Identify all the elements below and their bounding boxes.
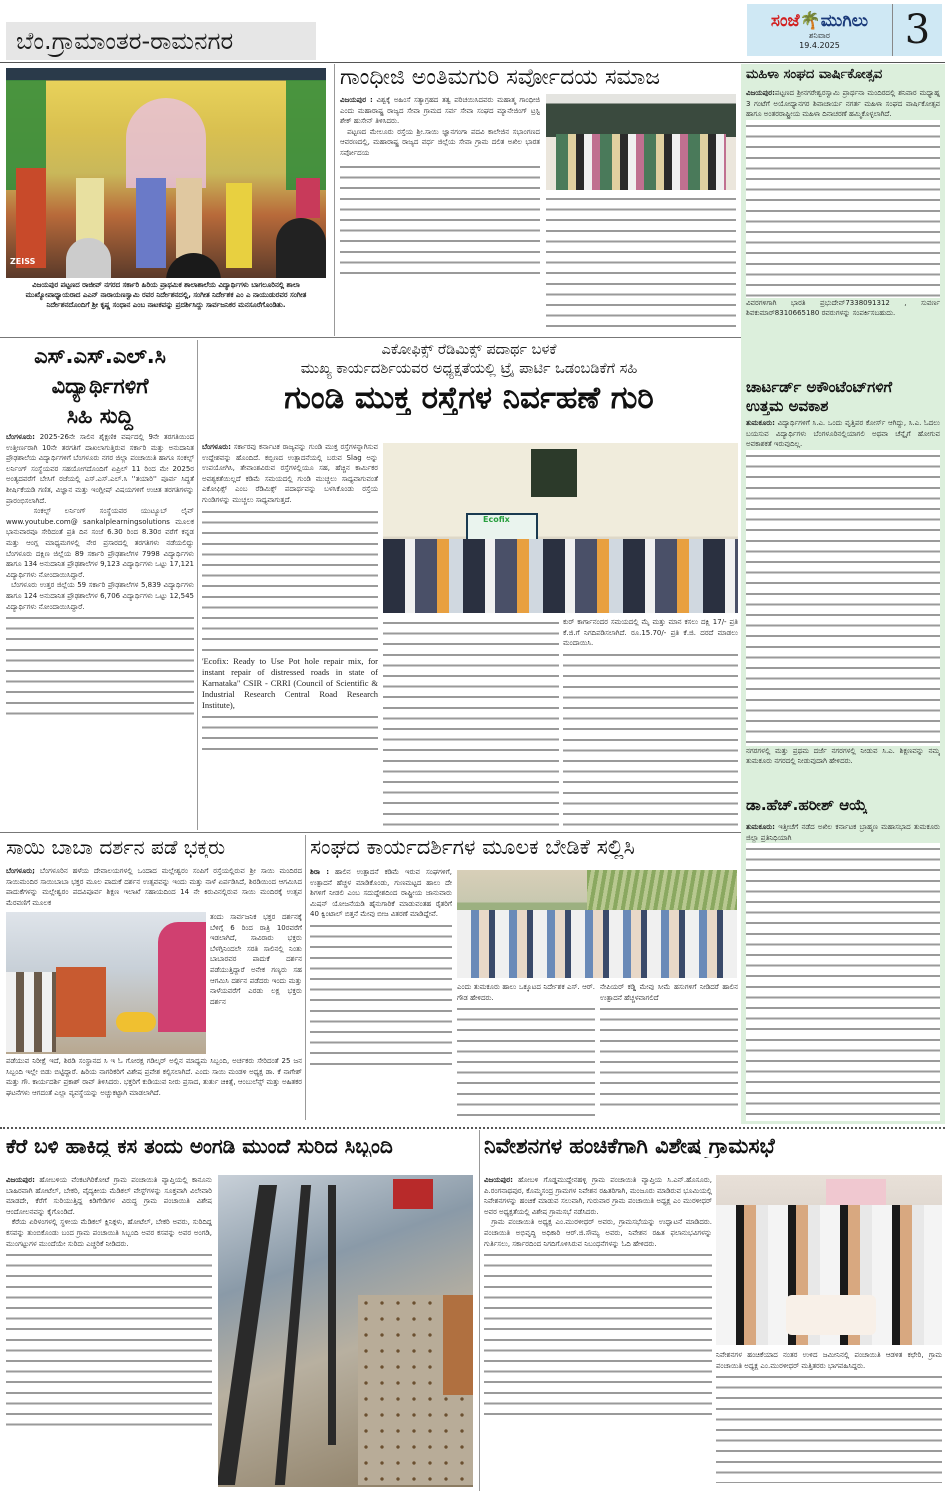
kere-body: ವಿಜಯಪುರ: ಹೋಬಳಿಯ ವೆಂಕಟಗಿರಿಕೋಟೆ ಗ್ರಾಮ ಪಂಚಾಯಿತಿ ವ್ಯಾಪ್ತಿಯಲ್ಲಿ ಕಾನೂನು ಬಾಹಿರವಾಗಿ ಹೋಟೆಲ್, ಬೇಕರಿ, ವೈದ್ಯಕೀಯ ಮೆಡಿಕಲ್ ವೇಸ್ಟ್‌ಗಳನ್ನು ಸೂಕ್ತವಾಗಿ ವಿಲೇವಾರಿ ಮಾಡದೇ, ಕೆರೆಗೆ ಸುರಿಯುತ್ತಿದ್ದ ಕಿಡಿಗೇಡಿಗಳ ವಿರುದ್ಧ ಗ್ರಾಮ ಪಂಚಾಯಿತಿ ವಿಶೇಷ ಆಂದೋಲನವನ್ನು ಕೈಗೊಂಡಿದೆ. ಕೆರೆಯ ಏರಿಳಂಗಳಲ್ಲಿ ಸ್ಥಳೀಯ ಮೆಡಿಕಲ್ ಕ್ಲಿನಿಕ್ಗಳು, ಹೋಟೆಲ್, ಬೇಕರಿ ಅವರು, ಸುರಿದಿದ್ದ ಕಸವನ್ನು ತುಂಬಿಕೊಂಡು ಬಂದ ಗ್ರಾಮ ಪಂಚಾಯಿತಿ ಸಿಬ್ಬಂದಿ ಅವರ ಕಸವನ್ನು ಅವರ ಅಂಗಡಿ, ಮುಂಗಟ್ಟುಗಳ ಮುಂದೆಯೇ ಸುರಿದು ಎಚ್ಚರಿಕೆ ನೀಡಿದರು. [6,1175,212,1487]
sai-body: ಬೆಂಗಳೂರು; ಬೆಂಗಳೂರಿನ ಹಳೆಯ ದೇವಾಲಯಗಳಲ್ಲಿ ಒಂದಾದ ಮಲ್ಲೇಶ್ವರಂ ಸಂಪಿಗೆ ರಸ್ತೆಯಲ್ಲಿರುವ ಶ್ರೀ ಸಾಯಿ ಮಂದಿರದ ಸಾಯಿಮಂದಿರ ಸಾಯಿಬಾಬಾ ಭಕ್ತರ ಮೂಲ ಪಾದುಕೆ ದರ್ಶನ ಉತ್ಸವವನ್ನು ಇಂದು ಮತ್ತು ನಾಳೆ ಏರ್ಪಡಿಸಿದೆ, ಶಿರಡಿಯಿಂದ ಆಗಮಿಸಿದ ಪಾದುಕೆಗಳನ್ನು ಮಲ್ಲೇಶ್ವರಂ ಪದವಿಪೂರ್ವ ಶಿಕ್ಷಣ ಇಲಾಖೆ ಸಹಾಯದಿಂದ 14 ನೇ ಕಿರುವಿನಲ್ಲಿರುವ ಸಾಯಿ ಮಂದಿರಕ್ಕೆ ಉತ್ಸವ ಮೆರವಣಿಗೆ ಮೂಲಕ [6,867,302,907]
harish-body: ತುಮಕೂರು: ಇತ್ತೀಚೆಗೆ ನಡೆದ ಅಖಿಲ ಕರ್ನಾಟಕ ಬ್ರಾಹ್ಮಣ ಮಹಾಸಭಾದ ತುಮಕೂರು ಜಿಲ್ಲಾ ಪ್ರತಿನಿಧಿಯಾಗಿ [746,822,940,1122]
column-divider [197,340,198,830]
newspaper-logo: ಸಂಜೆ🌴ಮುಗಿಲು [770,10,869,31]
sai-temple-photo [6,912,206,1054]
sangha-caption-right: ನೇಪಿಯರ್ ಕಡ್ಡಿ ಮೇವು ಸೀಮೆ ಹಸುಗಳಿಗೆ ನೀಡಿದರೆ ಹಾಲಿನ ಉತ್ಪಾದನೆ ಹೆಚ್ಚಳವಾಗಲಿದೆ [600,982,738,1120]
harish-headline: ಡಾ.ಹೆಚ್.ಹರೀಶ್ ಆಯ್ಕೆ [746,797,868,814]
kere-headline: ಕೆರೆ ಬಳಿ ಹಾಕಿದ್ದ ಕಸ ತಂದು ಅಂಗಡಿ ಮುಂದೆ ಸುರಿದ ಸಿಬ್ಬಂದಿ [6,1135,393,1157]
column-divider [334,64,335,336]
section-divider [0,337,741,338]
sai-headline: ಸಾಯಿ ಬಾಬಾ ದರ್ಶನ ಪಡೆ ಭಕ್ತರು [6,836,226,858]
gandhi-body: ವಿಜಯಪುರ : ವಿಶ್ವಕ್ಕೆ ಅಹಿಂಸೆ ಸತ್ಯಾಗ್ರಹದ ತತ್ವ ಪರಿಚಯಿಸಿದವರು ಮಹಾತ್ಮ ಗಾಂಧೀಜಿ ಎಂದು ಮಹಾರಾಷ್ಟ್ರ ರಾಜ್ಯದ ಸೇವಾ ಗ್ರಾಮದ ಸರ್ವ ಸೇವಾ ಸಂಘದ ಮ್ಯಾನೇಜಿಂಗ್ ಟ್ರಸ್ಟಿ ಶೇಕ್ ಹುಸೇನ್ ತಿಳಿಸಿದರು. ಪಟ್ಟಣದ ಮೇಲೂರು ರಸ್ತೆಯ ಶ್ರೀ.ಸಾಯಿ ಜ್ಞಾನಗಂಗಾ ಪದವಿ ಕಾಲೇಜಿನ ಸಭಾಂಗಣದ ಆವರಣದಲ್ಲಿ, ಮಹಾರಾಷ್ಟ್ರ ರಾಜ್ಯದ ವರ್ಧ ಜಿಲ್ಲೆಯ ಸೇವಾ ಗ್ರಾಮ ದಲಿತ ಅಖಿಲ ಭಾರತ ಸರ್ವೋದಯ [340,95,540,335]
palm-icon: 🌴 [799,10,821,31]
gramasabhe-body: ವಿಜಯಪುರ: ಹೋಬಳಿ ಗೊಡ್ಡಮುದ್ದೇನಹಳ್ಳಿ ಗ್ರಾಮ ಪಂಚಾಯಿತಿ ವ್ಯಾಪ್ತಿಯ ಸಿ.ಎನ್.ಹೊಸೂರು, ಪಿ.ರಂಗನಾಥಪುರ, ಕೊಮ್ಮಸಂದ್ರ ಗ್ರಾಮಗಳ ನಿವೇಶನ ರಹಿತರಿಗಾಗಿ, ಮಂಜೂರು ಮಾಡಿರುವ ಭೂಮಿಯಲ್ಲಿ ನಿವೇಶನಗಳನ್ನು ಹಂಚಿಕೆ ಮಾಡುವ ಸಲುವಾಗಿ, ಗುರುವಾರ ಗ್ರಾಮ ಪಂಚಾಯಿತಿ ಅಧ್ಯಕ್ಷ ಎಂ ಮುರಳೀಧರ್ ಅವರ ಅಧ್ಯಕ್ಷತೆಯಲ್ಲಿ ವಿಶೇಷ ಗ್ರಾಮಸಭೆ ನಡೆಸಿದರು. ಗ್ರಾಮ ಪಂಚಾಯಿತಿ ಅಧ್ಯಕ್ಷ ಎಂ.ಮುರಳೀಧರ್ ಅವರು, ಗ್ರಾಮಸಭೆಯನ್ನು ಉದ್ಘಾಟನೆ ಮಾಡಿದರು. ಪಂಚಾಯಿತಿ ಅಭಿವೃದ್ಧಿ ಅಧಿಕಾರಿ ಆರ್.ಜಿ.ಸೌಮ್ಯ ಅವರು, ನಿವೇಶನ ರಹಿತ ಫಲಾನುಭವಿಗಳನ್ನು ಗುರ್ತಿಸಲು, ಸರ್ಕಾರದಿಂದ ನಿಗದಿಗೊಳಿಸಿರುವ ನಿಬಂಧನೆಗಳನ್ನು ಓದಿ ಹೇಳಿದರು. [484,1175,712,1487]
gandhi-body-right [546,193,736,335]
column-divider [479,1130,480,1491]
sai-closing: ಪಡೆಯುವ ನಿರೀಕ್ಷೆ ಇದೆ, ಶಿರಡಿ ಸಂಸ್ಥಾನದ ಸಿ ಇ ಓ ಗೋರಕ್ಷ ಗಡಿಲ್ಕರ್ ಅಲ್ಲಿನ ಮಾಧ್ಯಮ ಸಿಬ್ಬಂದಿ, ಅರ್ಚಕರು ಸೇರಿದಂತೆ 25 ಜನ ಸಿಬ್ಬಂದಿ ಇಲ್ಲೇ ಬಿಡು ಬಿಟ್ಟಿದ್ದಾರೆ. ಹಿರಿಯ ನಾಗರಿಕರಿಗೆ ವಿಶೇಷ ಪ್ರವೇಶ ಕಲ್ಪಿಸಲಾಗಿದೆ. ಎಂದು ಸಾಯಿ ಮಂಡಳಿ ಅಧ್ಯಕ್ಷ ಡಾ. ಕೆ ನಾಗೇಶ್ ಮತ್ತು ಗೌ. ಕಾರ್ಯದರ್ಶಿ ಪ್ರಕಾಶ್ ರಾವ್ ತಿಳಿಸಿದರು. ಭಕ್ತರಿಗೆ ಕುಡಿಯುವ ನೀರು ಪ್ರಸಾದ, ತುರ್ತು ಚಿಕಿತ್ಸೆ, ಆಂಬುಲೆನ್ಸ್ ಮತ್ತು ಅಹಿತಕರ ಘಟನೆಗಳು ಆಗದಂತೆ ಎಲ್ಲಾ ವ್ಯವಸ್ಥೆಯನ್ನು ಅಚ್ಚುಕಟ್ಟಾಗಿ ಮಾಡಲಾಗಿದೆ. [6,1057,302,1097]
garbage-photo [218,1175,473,1487]
header-divider [0,62,945,63]
ca-headline: ಚಾರ್ಟರ್ಡ್ ಅಕೌಂಟೆಂಟ್‌ಗಳಿಗೆ ಉತ್ತಮ ಅವಕಾಶ [746,378,893,415]
column-divider [305,835,306,1120]
photo-watermark: ZEISS [10,257,36,266]
pothole-mou-photo [383,443,738,613]
section-divider [0,832,741,833]
mahila-body: ವಿಜಯಪುರ:ಪಟ್ಟಣದ ಶ್ರೀನಗರೇಶ್ವರಸ್ವಾಮಿ ಪ್ರಾರ್ಥನಾ ಮಂದಿರದಲ್ಲಿ ಶನಿವಾರ ಮಧ್ಯಾಹ್ನ 3 ಗಂಟೆಗೆ ಅಯೋಧ್ಯಾನಗರ ಶಿವಾಚಾರ್ಯ ನಗರ್ತ ಮಹಿಳಾ ಸಂಘದ ವಾರ್ಷಿಕೋತ್ಸವ ಹಾಗೂ ಅಂತರರಾಷ್ಟ್ರೀಯ ಮಹಿಳಾ ದಿನಾಚರಣೆ ಹಮ್ಮಿಕೊಳ್ಳಲಾಗಿದೆ. ವಿವರಗಳಿಗಾಗಿ ಭಾರತಿ ಪ್ರಭುದೇವ್7338091312 , ಸುವರ್ಣ ಶಿವಕುಮಾರ್8310665180 ರವರುಗಳನ್ನು ಸಂಪರ್ಕಿಸಬಹುದು. [746,89,940,318]
issue-date: 19.4.2025 [799,40,840,50]
pothole-body-right: ಕುರ್ ಕಾರ್ಗಾನಂದರ ಸಮಯದಲ್ಲಿ ಮೈ ಮತ್ತು ಮಾನ ಕಸಲು ದಕ್ಷಿ 17/- ಪ್ರತಿ ಕೆ.ಜಿ.ಗೆ ನಿಗದಿಪಡಿಸಲಾಗಿದೆ. ರೂ.15.70/- ಪ್ರತಿ ಕೆ.ಜಿ. ದರದೆ ಮಾಡಲು ಮಂದಾಯಿಸಿ. [563,617,738,827]
gramasabhe-right: ನಿವೇಶನಗಳ ಹಂಚಿಕೆಯಾದ ನಂತರ ಉಳಿದ ಜಮೀನಿನಲ್ಲಿ ಪಂಚಾಯಿತಿ ಆಡಳಿತ ಕಛೇರಿ, ಗ್ರಾಮ ಪಂಚಾಯಿತಿ ಅಧ್ಯಕ್ಷ ಎಂ.ಮುರಳೀಧರ್ ಮತ್ತಿತರರು ಭಾಗವಹಿಸಿದ್ದರು. [716,1350,942,1487]
pothole-kicker: ಎಕೋಫಿಕ್ಸ್ ರೆಡಿಮಿಕ್ಸ್ ಪದಾರ್ಥ ಬಳಕೆ ಮುಖ್ಯ ಕಾರ್ಯದರ್ಶಿಯವರ ಅಧ್ಯಕ್ಷತೆಯಲ್ಲಿ ಟ್ರೈ ಪಾರ್ಟಿ ಒಡಂಬಡಿಕೆಗೆ ಸಹಿ [300,342,638,377]
sangha-body: ಶಿರಾ : ಹಾಲಿನ ಉತ್ಪಾದನೆ ಕಡಿಮೆ ಇರುವ ಸಂಘಗಳಿಗೆ, ಉತ್ಪಾದನೆ ಹೆಚ್ಚಳ ಮಾಡಿಕೊಂಡು, ಗುಣಮಟ್ಟದ ಹಾಲು ದೇ ಶಿಗಳಿಗೆ ನೀಡಲಿ ಎಂಬ ಸದುದ್ದೇಶದಿಂದ ರಾಷ್ಟ್ರೀಯ ಜಾನುವಾರು ಮಿಷನ್ ಯೋಜನೆಯಡಿ ಹೈನುಗಾರಿಕೆ ಮಾಡುವಂತಹ ರೈತರಿಗೆ 40 ಕ್ವಿಂಟಾಲ್ ಬಿತ್ತನೆ ಮೇವು ಬೀಜ ವಿತರಣೆ ಮಾಡಿದ್ದೇವೆ. [310,867,452,1120]
ecofix-screen-label: Ecofix [483,515,510,524]
sangha-group-photo [457,870,737,978]
sslc-body: ಬೆಂಗಳೂರು: 2025-26ನೇ ಸಾಲಿನ ಶೈಕ್ಷಣಿಕ ವರ್ಷದಲ್ಲಿ 9ನೇ ತರಗತಿಯಿಂದ ಉತ್ತೀರ್ಣರಾಗಿ 10ನೇ ತರಗತಿಗೆ ದಾಖಲಾಗುತ್ತಿರುವ ಸರ್ಕಾರಿ ಮತ್ತು ಅನುದಾನಿತ ಪ್ರೌಢಶಾಲೆಯ ವಿದ್ಯಾರ್ಥಿಗಳಿಗೆ ಬೆಂಗಳೂರು ನಗರ ಜಿಲ್ಲಾ ಪಂಚಾಯಿತಿ ಹಾಗೂ ಸಂಕಲ್ಪ್ ಲರ್ನಿಂಗ್ ಸಂಸ್ಥೆಯವರ ಸಹಯೋಗದೊಂದಿಗೆ ಏಪ್ರಿಲ್ 11 ರಿಂದ ಮೇ 2025ರ ಅಂತ್ಯದವರೆಗೆ ಬೇಸಿಗೆ ರಜೆಯಲ್ಲಿ ಎಸ್.ಎಸ್.ಎಲ್.ಸಿ ''ತಯಾರಿ'' ಪೂರ್ವ ಸಿದ್ಧತೆ ಶೀರ್ಷಿಕೆಯಡಿ ಗಣಿತ, ವಿಜ್ಞಾನ ಮತ್ತು ಇಂಗ್ಲೀಷ್ ವಿಷಯಗಳಿಗೆ ಉಚಿತ ತರಗತಿಗಳನ್ನು ಪ್ರಾರಂಭಿಸಲಾಗಿದೆ. ಸಂಕಲ್ಪ್ ಲರ್ನಿಂಗ್ ಸಂಸ್ಥೆಯವರ ಯುಟ್ಯೂಬ್ ಲೈವ್ www.youtube.com@ sankalplearningsolutions ಮೂಲಕ ಭಾನುವಾರವೂ ಸೇರಿದಂತೆ ಪ್ರತಿ ದಿನ ಸಂಜೆ 6.30 ರಿಂದ 8.30ರ ವರೆಗೆ ಕನ್ನಡ ಮತ್ತು ಆಂಗ್ಲ ಮಾಧ್ಯಮಗಳಲ್ಲಿ ನೇರ ಪ್ರಸಾರದಲ್ಲಿ ತರಗತಿಗಳು ನಡೆಯಲಿದ್ದು ಬೆಂಗಳೂರು ದಕ್ಷಿಣ ಜಿಲ್ಲೆಯ 89 ಸರ್ಕಾರಿ ಪ್ರೌಢಶಾಲೆಗಳ 7998 ವಿದ್ಯಾರ್ಥಿಗಳು ಹಾಗೂ 134 ಅನುದಾನಿತ ಪ್ರೌಢಶಾಲೆಗಳ 9,123 ವಿದ್ಯಾರ್ಥಿಗಳು ಒಟ್ಟು 17,121 ವಿದ್ಯಾರ್ಥಿಗಳು ನೋಂದಾಯಿಸಿದ್ದಾರೆ. ಬೆಂಗಳೂರು ಉತ್ತರ ಜಿಲ್ಲೆಯ 59 ಸರ್ಕಾರಿ ಪ್ರೌಢಶಾಲೆಗಳ 5,839 ವಿದ್ಯಾರ್ಥಿಗಳು ಹಾಗೂ 124 ಅನುದಾನಿತ ಪ್ರೌಢಶಾಲೆಗಳ 6,706 ವಿದ್ಯಾರ್ಥಿಗಳು ಒಟ್ಟು 12,545 ವಿದ್ಯಾರ್ಥಿಗಳು ನೋಂದಾಯಿಸಿದ್ದಾರೆ. [6,432,194,824]
gandhi-headline: ಗಾಂಧೀಜಿ ಅಂತಿಮಗುರಿ ಸರ್ವೋದಯ ಸಮಾಜ [340,66,661,90]
drama-photo [6,68,326,278]
gandhi-group-photo [546,94,736,190]
pothole-body: ಬೆಂಗಳೂರು: ಸರ್ಕಾರವು ಕರ್ನಾಟಕ ರಾಜ್ಯವನ್ನು ಗುಂಡಿ ಮುಕ್ತ ರಸ್ತೆಗಳನ್ನಾಗಿಸುವ ಉದ್ದೇಶವನ್ನು ಹೊಂದಿದೆ. ಕಬ್ಬಿಣದ ಉತ್ಪಾದನೆಯಲ್ಲಿ ಬರುವ Slag ಅನ್ನು ಉಪಯೋಗಿಸಿ, ತೇವಾಂಶವಿರುವ ರಸ್ತೆಗಳಲ್ಲಿಯೂ ಸಹ, ಹೆಚ್ಚಿನ ಕಾರ್ಮಿಕರ ಅವಶ್ಯಕತೆಯಿಲ್ಲದೆ ಕಡಿಮೆ ಸಮಯದಲ್ಲಿ ಗುಂಡಿ ಮುಚ್ಚಲು ಸಾಧ್ಯವಾಗುವಂತೆ ಎಕೋಫಿಕ್ಸ್ ಎಂಬ ರೆಡಿಮಿಕ್ಸ್ ಪದಾರ್ಥವನ್ನು ಬಳಸಿಕೊಂಡು ರಸ್ತೆಯ ಗುಂಡಿಗಳನ್ನು ಮುಚ್ಚಲು ಸಾಧ್ಯವಾಗುತ್ತದೆ. 'Ecofix: Ready to Use Pot hole repair mix, for instant repair of distressed roads in state of Karnataka" CSIR - CRRI (Council of Scientific & Industrial Research Central Road Research Institute), [202,442,378,826]
sangha-headline: ಸಂಘದ ಕಾರ್ಯದರ್ಶಿಗಳ ಮೂಲಕ ಬೇಡಿಕೆ ಸಲ್ಲಿಸಿ [310,836,635,859]
pothole-headline: ಗುಂಡಿ ಮುಕ್ತ ರಸ್ತೆಗಳ ನಿರ್ವಹಣೆ ಗುರಿ [284,381,654,416]
sangha-caption-left: ಎಂದು ತುಮಕೂರು ಹಾಲು ಒಕ್ಕೂಟದ ನಿರ್ದೇಶಕ ಎಸ್. ಆರ್. ಗೌಡ ಹೇಳಿದರು. [457,982,595,1120]
issue-day: ಶನಿವಾರ [808,30,831,40]
sslc-headline: ಎಸ್.ಎಸ್.ಎಲ್.ಸಿ ವಿದ್ಯಾರ್ಥಿಗಳಿಗೆ ಸಿಹಿ ಸುದ್ದಿ [34,344,166,428]
masthead [747,4,942,56]
page-number: 3 [892,4,942,56]
drama-caption: ವಿಜಯಪುರ ಪಟ್ಟಣದ ರಾಜೀವ್ ನಗರದ ಸರ್ಕಾರಿ ಹಿರಿಯ ಪ್ರಾಥಮಿಕ ಶಾಲಾಶಾಲೆಯ ವಿದ್ಯಾರ್ಥಿಗಳು ಬಾಗಲೂರಿನಲ್ಲಿ ಶಾಲಾ ಮುಖ್ಯೋಪಾಧ್ಯಾಯರಾದ ಎಎನ್ ನಾರಾಯಣಸ್ವಾಮಿ ರವರ ನಿರ್ದೇಶನದಲ್ಲಿ, ಸಂಗೀತ ನಿರ್ದೇಶಕ ಎಂ ಎ ನಾಯುಡುರವರ ಸಂಗೀತ ನಿರ್ದೇಶನದೊಂದಿಗೆ ಶ್ರೀ ಕೃಷ್ಣ ಸಂಧಾನ ಎಂಬ ನಾಟಕವನ್ನು ಪ್ರದರ್ಶಿಸಿದ್ದು ಸಾರ್ವಜನಿಕರ ಮನಸೂರೆಗೊಂಡಿತು. [25,281,307,309]
bottom-divider [0,1127,945,1129]
section-title: ಬೆಂ.ಗ್ರಾಮಾಂತರ-ರಾಮನಗರ [6,22,316,60]
mahila-headline: ಮಹಿಳಾ ಸಂಘದ ವಾರ್ಷಿಕೋತ್ಸವ [746,68,883,82]
pothole-body-mid [383,617,559,827]
sai-side-text: ತಂದು ಸಾರ್ವಜನಿಕ ಭಕ್ತರ ದರ್ಶನಕ್ಕೆ ಬೆಳಿಗ್ಗೆ 6 ರಿಂದ ರಾತ್ರಿ 10ರವರೆಗೆ ಇಡಲಾಗಿದೆ, ಸಾವಿರಾರು ಭಕ್ತರು ಬೆಳಗ್ಗಿನಿಂದಲೇ ಸರತಿ ಸಾಲಿನಲ್ಲಿ ನಿಂತು ಬಾಬಾರವರ ಪಾದುಕೆ ದರ್ಶನ ಪಡೆಯುತ್ತಿದ್ದಾರೆ ಅನೇಕ ಗಣ್ಯರು ಸಹ ಆಗಮಿಸಿ ದರ್ಶನ ಪಡೆದರು ಇಂದು ಮತ್ತು ನಾಳೆಯವರೆಗೆ ಎರಡು ಲಕ್ಷ ಭಕ್ತರು ದರ್ಶನ [210,913,302,1006]
gramasabhe-headline: ನಿವೇಶನಗಳ ಹಂಚಿಕೆಗಾಗಿ ವಿಶೇಷ ಗ್ರಾಮಸಭೆ [484,1135,775,1158]
ca-body: ತುಮಕೂರು: ವಿದ್ಯಾರ್ಥಿಗಳಿಗೆ ಸಿ.ಎ. ಒಂದು ವೃತ್ತಿಪರ ಕೋರ್ಸ್ ಆಗಿದ್ದು, ಸಿ.ಎ. ಓದಲು ಬಯಸುವ ವಿದ್ಯಾರ್ಥಿಗಳು ಬೆಂಗಳೂರಿನಲ್ಲಿಯಾಗಲಿ ಅಥವಾ ಚೆನ್ನೈಗೆ ಹೋಗುವ ಅವಕಾಶಕತೆ ಇರುವುದಿಲ್ಲ. ನಗರಗಳಲ್ಲಿ ಮತ್ತು ಪ್ರಥಮ ದರ್ಜೆ ನಗರಗಳಲ್ಲಿ ನೀಡುವ ಸಿ.ಎ. ಶಿಕ್ಷಣವನ್ನು ನಮ್ಮ ತುಮಕೂರು ನಗರದಲ್ಲಿ ನೀಡುವುದಾಗಿ ಹೇಳಿದರು. [746,419,940,766]
gramasabhe-photo [716,1175,942,1345]
